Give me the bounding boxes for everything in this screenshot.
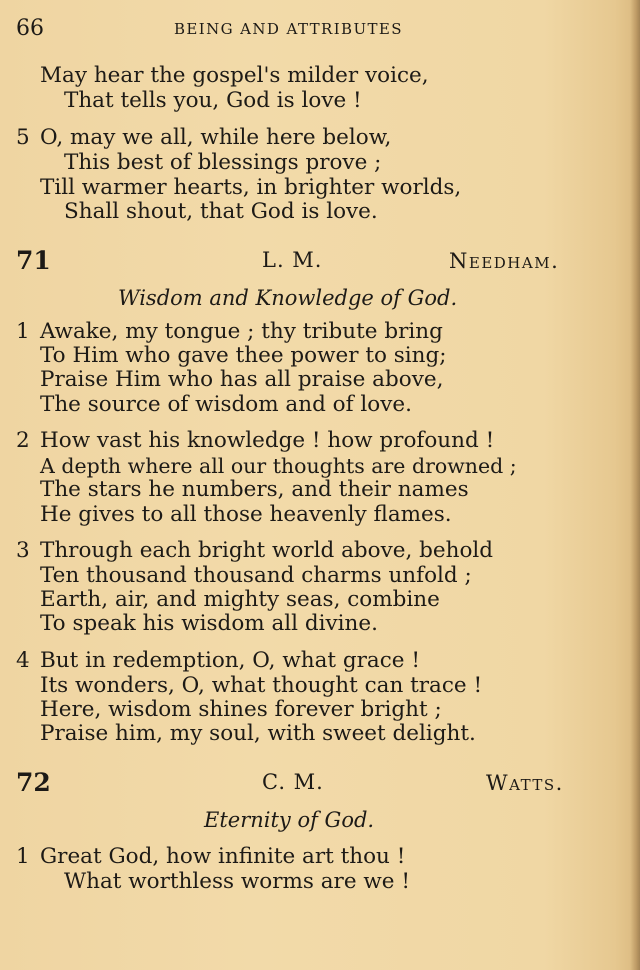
hymn-title: Wisdom and Knowledge of God.: [118, 286, 458, 310]
verse-line: What worthless worms are we !: [64, 869, 410, 894]
verse-line: To speak his wisdom all divine.: [40, 611, 378, 636]
hymn-number: 71: [16, 246, 51, 275]
verse-line: The source of wisdom and of love.: [40, 392, 412, 417]
page-header: [16, 16, 614, 44]
page-number: 66: [16, 16, 44, 41]
verse-number: 1: [16, 844, 30, 869]
verse-line: Its wonders, O, what thought can trace !: [40, 673, 483, 698]
verse-line: O, may we all, while here below,: [40, 125, 392, 150]
verse-line: Praise him, my soul, with sweet delight.: [40, 721, 476, 746]
hymn-title: Eternity of God.: [204, 808, 375, 832]
verse-line: Through each bright world above, behold: [40, 538, 494, 563]
verse-line: Great God, how infinite art thou !: [40, 844, 406, 869]
hymn-number: 72: [16, 768, 51, 797]
verse-line: Awake, my tongue ; thy tribute bring: [40, 319, 443, 344]
verse-line: Shall shout, that God is love.: [64, 199, 378, 224]
verse-line: Earth, air, and mighty seas, combine: [40, 587, 440, 612]
verse-line: Ten thousand thousand charms unfold ;: [40, 563, 472, 588]
verse-line: Here, wisdom shines forever bright ;: [40, 697, 442, 722]
verse-number: 2: [16, 428, 30, 453]
verse-line: Till warmer hearts, in brighter worlds,: [40, 175, 462, 200]
hymn-meter: L. M.: [262, 248, 323, 272]
hymn-tune: Needham.: [449, 249, 560, 273]
verse-line: A depth where all our thoughts are drowned ;: [40, 454, 517, 478]
verse-number: 4: [16, 648, 30, 673]
verse-line: This best of blessings prove ;: [64, 150, 382, 175]
page-edge-shadow: [630, 0, 640, 970]
verse-line: To Him who gave thee power to sing;: [40, 343, 447, 368]
hymn-tune: Watts.: [486, 771, 564, 795]
verse-line: Praise Him who has all praise above,: [40, 367, 444, 392]
verse-number: 1: [16, 319, 30, 344]
hymn-meter: C. M.: [262, 770, 324, 794]
running-head: BEING AND ATTRIBUTES: [174, 20, 403, 38]
verse-line: The stars he numbers, and their names: [40, 477, 469, 502]
continuation-line-2: That tells you, God is love !: [64, 88, 362, 113]
verse-line: But in redemption, O, what grace !: [40, 648, 420, 673]
verse-line: He gives to all those heavenly flames.: [40, 502, 452, 527]
verse-line: How vast his knowledge ! how profound !: [40, 428, 495, 453]
continuation-line-1: May hear the gospel's milder voice,: [40, 63, 429, 88]
verse-number: 5: [16, 125, 30, 150]
verse-number: 3: [16, 538, 30, 563]
